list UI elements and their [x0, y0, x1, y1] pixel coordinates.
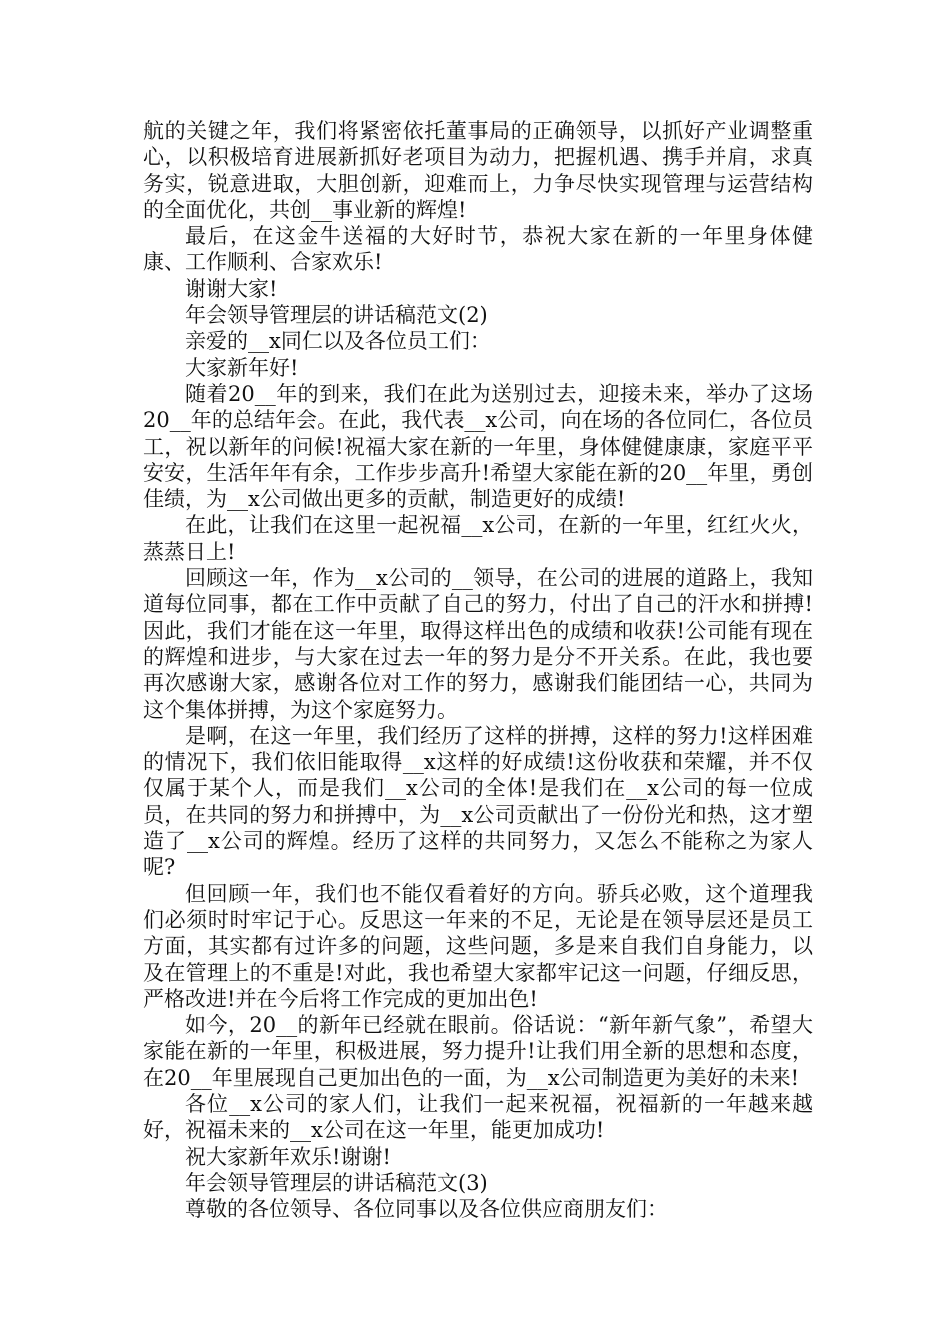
paragraph-11: 但回顾一年，我们也不能仅看着好的方向。骄兵必败，这个道理我们必须时时牢记于心。反思这一年来的不足，无论是在领导层还是员工方面，其实都有过许多的问题，这些问题，多是来自我们自身能力，以及在管理上的不重是!对此，我也希望大家都牢记这一问题，仔细反思，严格改进!并在今后将工作完成的更加出色!	[143, 881, 813, 1011]
section-heading-3: 年会领导管理层的讲话稿范文(3)	[185, 1170, 488, 1195]
paragraph-2: 最后，在这金牛送福的大好时节，恭祝大家在新的一年里身体健康、工作顺利、合家欢乐!	[143, 224, 813, 275]
paragraph-13: 各位__x公司的家人们，让我们一起来祝福，祝福新的一年越来越好，祝福未来的__x公司在这一年里，能更加成功!	[143, 1091, 813, 1143]
paragraph-8: 在此，让我们在这里一起祝福__x公司，在新的一年里，红红火火，蒸蒸日上!	[143, 513, 813, 564]
document-page	[143, 118, 813, 1222]
section-heading-2: 年会领导管理层的讲话稿范文(2)	[185, 303, 488, 328]
paragraph-10: 是啊，在这一年里，我们经历了这样的拼搏，这样的努力!这样困难的情况下，我们依旧能取得__x这样的好成绩!这份收获和荣耀，并不仅仅属于某个人，而是我们__x公司的全体!是我们在__x公司的每一位成员，在共同的努力和拼搏中，为__x公司贡献出了一份份光和热，这才塑造了__x公司的辉煌。经历了这样的共同努力，又怎么不能称之为家人呢?	[143, 723, 813, 880]
paragraph-9: 回顾这一年，作为__x公司的__领导，在公司的进展的道路上，我知道每位同事，都在工作中贡献了自己的努力，付出了自己的汗水和拼搏!因此，我们才能在这一年里，取得这样出色的成绩和收获!公司能有现在的辉煌和进步，与大家在过去一年的努力是分不开关系。在此，我也要再次感谢大家，感谢各位对工作的努力，感谢我们能团结一心，共同为这个集体拼搏，为这个家庭努力。	[143, 566, 813, 722]
paragraph-12: 如今，20__的新年已经就在眼前。俗话说：“新年新气象”，希望大家能在新的一年里，积极进展，努力提升!让我们用全新的思想和态度，在20__年里展现自己更加出色的一面，为__x公司制造更为美好的未来!	[143, 1013, 813, 1090]
salutation-3: 尊敬的各位领导、各位同事以及各位供应商朋友们：	[185, 1197, 668, 1222]
closing-line: 祝大家新年欢乐!谢谢!	[185, 1144, 391, 1169]
paragraph-3: 谢谢大家!	[185, 276, 278, 301]
salutation: 亲爱的__x同仁以及各位员工们：	[185, 329, 491, 354]
greeting: 大家新年好!	[185, 355, 299, 380]
paragraph-1: 航的关键之年，我们将紧密依托董事局的正确领导，以抓好产业调整重心，以积极培育进展新抓好老项目为动力，把握机遇、携手并肩，求真务实，锐意进取，大胆创新，迎难而上，力争尽快实现管理与运营结构的全面优化，共创__事业新的辉煌!	[143, 119, 813, 222]
paragraph-7: 随着20__年的到来，我们在此为送别过去，迎接未来，举办了这场20__年的总结年会。在此，我代表__x公司，向在场的各位同仁，各位员工，祝以新年的问候!祝福大家在新的一年里，身体健健康康，家庭平平安安，生活年年有余，工作步步高升!希望大家能在新的20__年里，勇创佳绩，为__x公司做出更多的贡献，制造更好的成绩!	[143, 381, 813, 512]
